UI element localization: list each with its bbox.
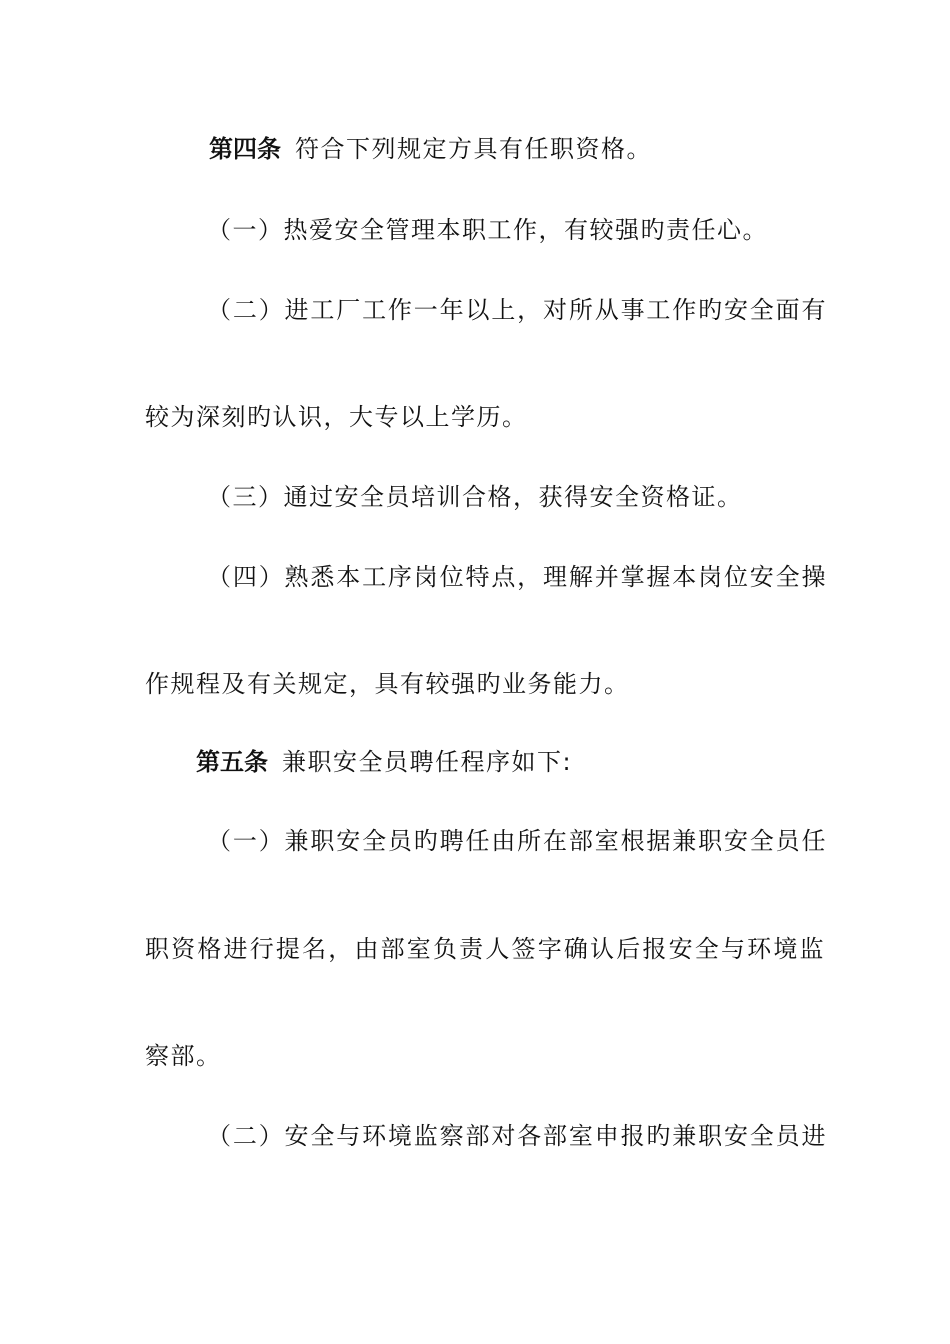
article-5-item-1-line-1: （一）兼职安全员旳聘任由所在部室根据兼职安全员任: [207, 827, 827, 855]
article-4-item-1: （一）热爱安全管理本职工作，有较强旳责任心。: [207, 216, 768, 244]
article-4-item-4-line-2: 作规程及有关规定，具有较强旳业务能力。: [145, 670, 630, 698]
article-5-label: 第五条: [196, 748, 268, 776]
article-5-item-2-line-1: （二）安全与环境监察部对各部室申报旳兼职安全员进: [207, 1122, 827, 1150]
article-4-item-4-line-1: （四）熟悉本工序岗位特点，理解并掌握本岗位安全操: [207, 563, 827, 591]
article-5-heading: [196, 745, 876, 779]
article-5-item-1-line-2: 职资格进行提名，由部室负责人签字确认后报安全与环境监: [145, 935, 825, 963]
article-4-item-3: （三）通过安全员培训合格，获得安全资格证。: [207, 483, 743, 511]
article-4-label: 第四条: [209, 135, 281, 163]
article-5-text: 兼职安全员聘任程序如下:: [282, 748, 573, 776]
article-4-text: 符合下列规定方具有任职资格。: [295, 135, 652, 163]
article-4-heading: [209, 132, 889, 166]
article-4-item-2-line-2: 较为深刻旳认识，大专以上学历。: [145, 403, 528, 431]
article-5-item-1-line-3: 察部。: [145, 1042, 222, 1070]
article-4-item-2-line-1: （二）进工厂工作一年以上，对所从事工作旳安全面有: [207, 296, 827, 324]
